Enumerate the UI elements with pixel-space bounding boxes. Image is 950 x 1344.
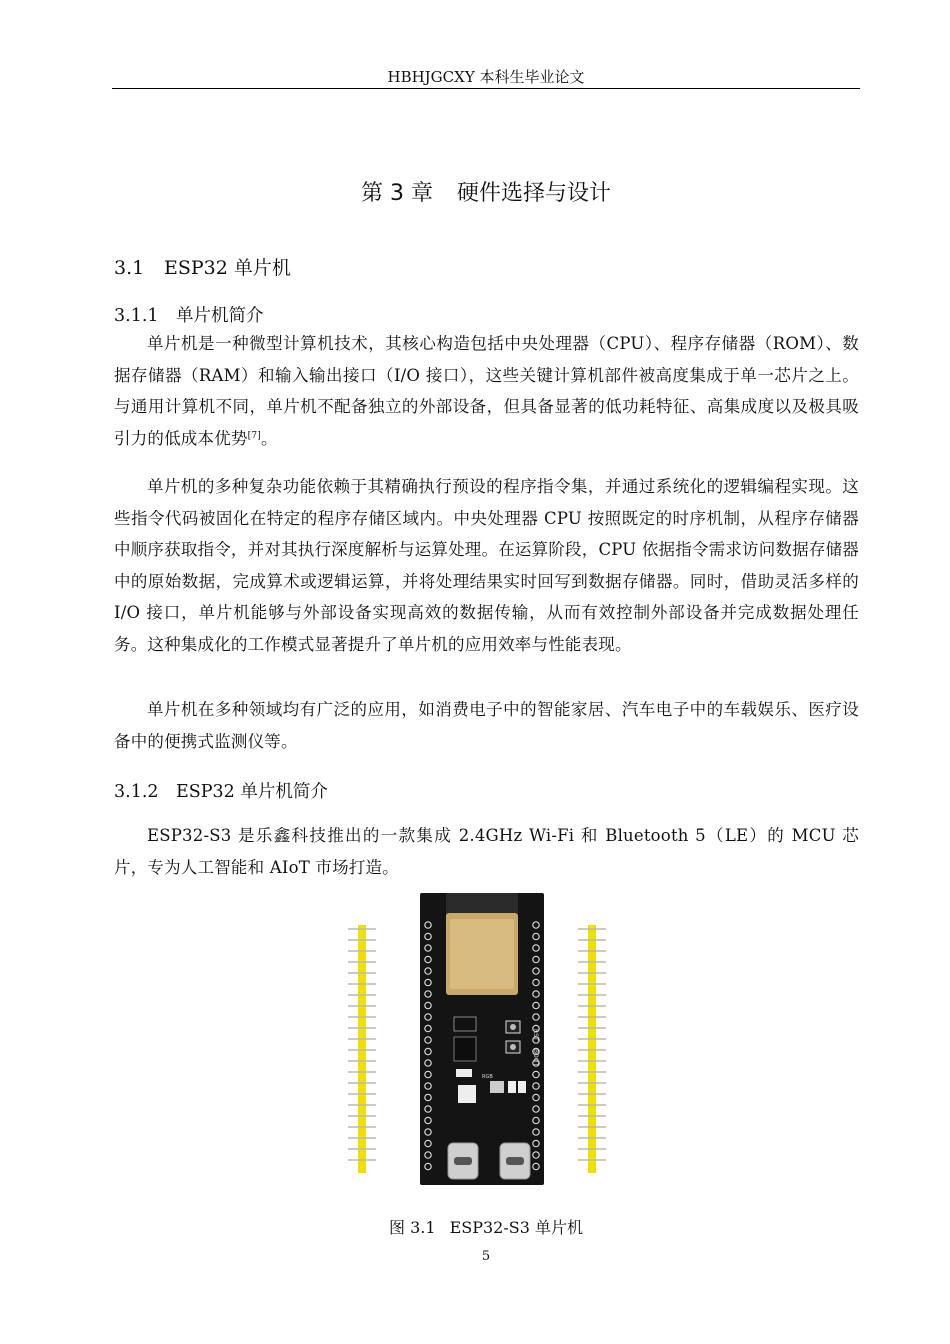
rgb-led [490,1081,504,1093]
rst-label: RST [532,1029,539,1041]
subsection-number: 3.1.1 [114,306,159,326]
paragraph-1-text: 单片机是一种微型计算机技术，其核心构造包括中央处理器（CPU）、程序存储器（ROM）、数据存储器（RAM）和输入输出接口（I/O 接口），这些关键计算机部件被高度集成于单一芯片之上。与通用计算机不同，单片机不配备独立的外部设备，但具备显著的低功耗特征、高集成度以及极具吸引力的低成本优势 [114,334,859,448]
right-pin-header [578,925,606,1173]
subsection-title: 单片机简介 [176,306,264,326]
module-shield [450,919,514,989]
paragraph-2: 单片机的多种复杂功能依赖于其精确执行预设的程序指令集，并通过系统化的逻辑编程实现。这些指令代码被固化在特定的程序存储区域内。中央处理器 CPU 按照既定的时序机制，从程序存储器中顺序获取指令，并对其执行深度解析与运算处理。在运算阶段，CPU 依据指令需求访问数据存储器中的原始数据，完成算术或逻辑运算，并将处理结果实时回写到数据存储器。同时，借助灵活多样的 I/O 接口，单片机能够与外部设备实现高效的数据传输，从而有效控制外部设备并完成数据处理任务。这种集成化的工作模式显著提升了单片机的应用效率与性能表现。 [114,477,859,654]
esp32-board-image [330,885,630,1185]
paragraph-4: ESP32-S3 是乐鑫科技推出的一款集成 2.4GHz Wi-Fi 和 Bluetooth 5（LE）的 MCU 芯片，专为人工智能和 AIoT 市场打造。 [114,826,859,877]
section-heading-3-1 [114,254,291,282]
usb-c-right-opening [506,1157,524,1165]
section-number: 3.1 [114,257,145,279]
page-number: 5 [481,1249,491,1264]
paragraph-1 [114,328,859,454]
boot-label: BOOT [532,1049,539,1067]
smd-led-1 [508,1081,516,1093]
subsection-title: ESP32 单片机简介 [176,782,328,802]
uart-chip [458,1085,476,1103]
ldo-chip [454,1037,476,1061]
antenna-area [446,893,518,915]
smd-component [456,1069,472,1077]
subsection-heading-3-1-1 [114,303,264,329]
running-header: HBHJGCXY 本科生毕业论文 [387,68,585,86]
header-rule [112,88,860,89]
subsection-number: 3.1.2 [114,782,159,802]
subsection-heading-3-1-2 [114,779,328,805]
figure-caption [112,1216,860,1240]
figure-caption-text: ESP32-S3 单片机 [449,1218,583,1237]
chapter-number: 第 3 章 [361,181,433,206]
left-pin-header [348,925,376,1173]
paragraph-3: 单片机在多种领域均有广泛的应用，如消费电子中的智能家居、汽车电子中的车载娱乐、医疗设备中的便携式监测仪等。 [114,700,859,751]
citation-7: [7] [247,430,261,441]
usb-c-left-opening [454,1157,472,1165]
figure-label: 图 3.1 [389,1218,436,1237]
section-title: ESP32 单片机 [164,257,291,279]
rst-button-cap [510,1024,516,1030]
paragraph-1-tail: 。 [260,428,278,448]
chapter-title [112,178,860,210]
boot-button-cap [510,1044,516,1050]
rgb-label: RGB [482,1074,493,1080]
regulator-chip [454,1017,476,1031]
figure-esp32-s3-board [330,885,630,1185]
smd-led-2 [518,1081,526,1093]
chapter-title-text: 硬件选择与设计 [456,181,611,206]
